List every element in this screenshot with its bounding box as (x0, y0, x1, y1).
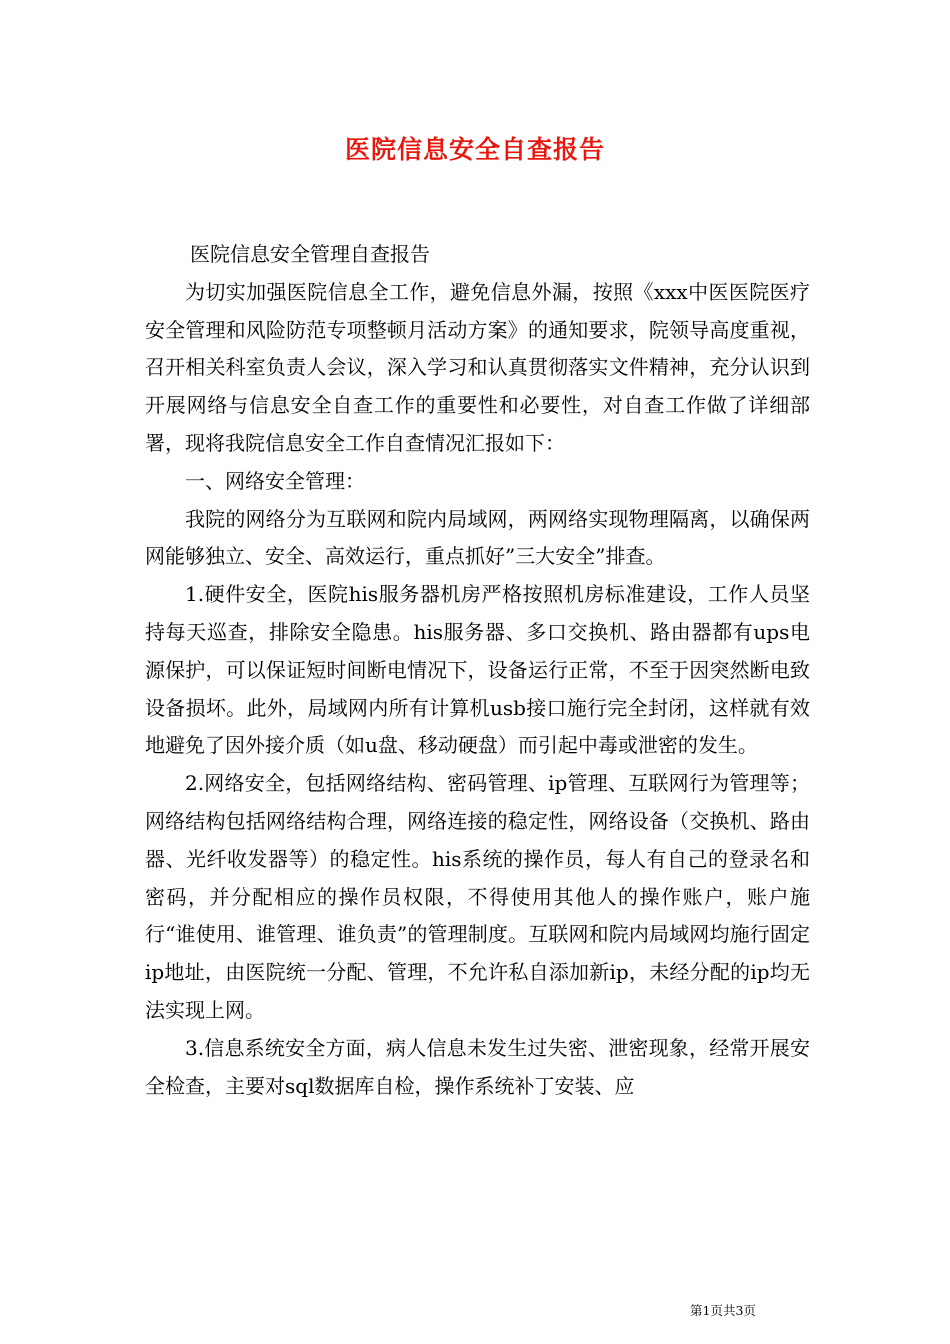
paragraph-hardware-security: 1.硬件安全，医院his服务器机房严格按照机房标准建设，工作人员坚持每天巡查，排除安全隐患。his服务器、多口交换机、路由器都有ups电源保护，可以保证短时间断电情况下，设备运行正常，不至于因突然断电致设备损坏。此外，局域网内所有计算机usb接口施行完全封闭，这样就有效地避免了因外接介质（如u盘、移动硬盘）而引起中毒或泄密的发生。 (145, 582, 810, 758)
document-title: 医院信息安全自查报告 (344, 135, 605, 164)
document-body (145, 236, 810, 1105)
paragraph-information-system-security: 3.信息系统安全方面，病人信息未发生过失密、泄密现象，经常开展安全检查，主要对sql数据库自检，操作系统补丁安装、应 (145, 1035, 810, 1098)
paragraph-network-safety: 2.网络安全，包括网络结构、密码管理、ip管理、互联网行为管理等；网络结构包括网络结构合理，网络连接的稳定性，网络设备（交换机、路由器、光纤收发器等）的稳定性。his系统的操作员，每人有自己的登录名和密码，并分配相应的操作员权限，不得使用其他人的操作账户，账户施行“谁使用、谁管理、谁负责”的管理制度。互联网和院内局域网均施行固定ip地址，由医院统一分配、管理，不允许私自添加新ip，未经分配的ip均无法实现上网。 (145, 771, 810, 1022)
paragraph-network-overview: 我院的网络分为互联网和院内局域网，两网络实现物理隔离，以确保两网能够独立、安全、高效运行，重点抓好”三大安全”排查。 (145, 506, 810, 569)
paragraph-intro: 为切实加强医院信息全工作，避免信息外漏，按照《xxx中医医院医疗安全管理和风险防范专项整顿月活动方案》的通知要求，院领导高度重视，召开相关科室负责人会议，深入学习和认真贯彻落实文件精神，充分认识到开展网络与信息安全自查工作的重要性和必要性，对自查工作做了详细部署，现将我院信息安全工作自查情况汇报如下： (145, 279, 810, 455)
document-subtitle: 医院信息安全管理自查报告 (190, 242, 430, 266)
section-heading-network-security: 一、网络安全管理： (185, 468, 365, 493)
page-number-footer: 第1页共3页 (690, 1303, 756, 1318)
